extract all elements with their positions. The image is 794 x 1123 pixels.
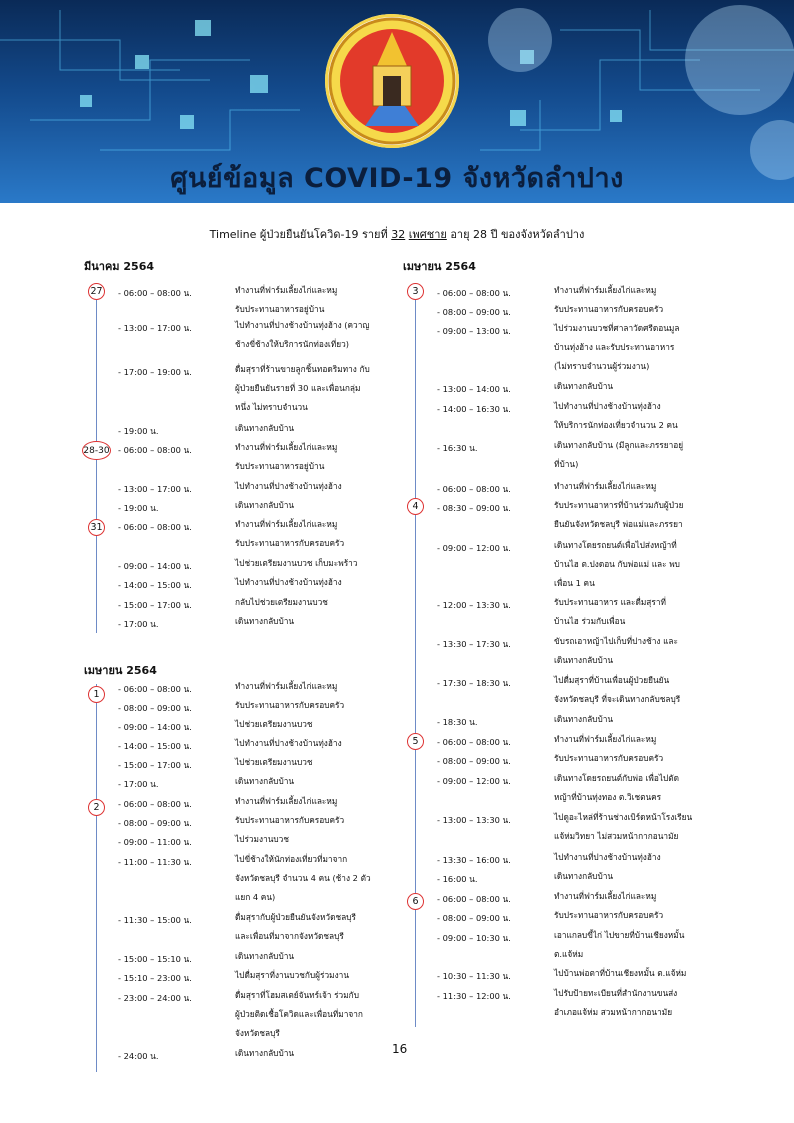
header-banner bbox=[0, 0, 794, 203]
entry-description: บ้านทุ่งฮ้าง และรับประทานอาหาร bbox=[554, 342, 675, 353]
entry-description: ไปทำงานที่ปางช้างบ้านทุ่งฮ้าง bbox=[235, 738, 342, 748]
day-marker: 1 bbox=[88, 686, 105, 703]
entry-description: รับประทานอาหาร และดื่มสุราที่ bbox=[554, 597, 666, 607]
entry-time: - 18:30 น. bbox=[437, 717, 478, 727]
entry-time: - 16:30 น. bbox=[437, 443, 478, 453]
entry-description: ไปรับป้ายทะเบียนที่สำนักงานขนส่ง bbox=[554, 988, 678, 998]
entry-time: - 06:00 – 08:00 น. bbox=[118, 445, 192, 455]
entry-time: - 12:00 – 13:30 น. bbox=[437, 600, 511, 610]
entry-description: ไปดื่มสุราที่บ้านเพื่อนผู้ป่วยยืนยัน bbox=[554, 675, 670, 685]
entry-description: ทำงานที่ฟาร์มเลี้ยงไก่และหมู bbox=[235, 442, 338, 452]
entry-description: ยืนยันจังหวัดชลบุรี พ่อแม่และภรรยา bbox=[554, 519, 683, 530]
entry-description: ไปช่วยเตรียมงานบวช bbox=[235, 757, 313, 767]
entry-description: จังหวัดชลบุรี จำนวน 4 คน (ช้าง 2 ตัว bbox=[235, 873, 371, 884]
entry-description: เดินทางกลับบ้าน bbox=[554, 714, 614, 724]
entry-description: (ไม่ทราบจำนวนผู้ร่วมงาน) bbox=[554, 361, 650, 372]
entry-description: ต.แจ้ห่ม bbox=[554, 949, 584, 960]
entry-time: - 15:00 – 17:00 น. bbox=[118, 600, 192, 610]
entry-time: - 17:00 – 19:00 น. bbox=[118, 367, 192, 377]
entry-description: เดินทางกลับบ้าน bbox=[235, 951, 295, 961]
entry-time: - 11:00 – 11:30 น. bbox=[118, 857, 192, 867]
entry-time: - 19:00 น. bbox=[118, 426, 159, 436]
entry-time: - 24:00 น. bbox=[118, 1051, 159, 1061]
entry-time: - 17:30 – 18:30 น. bbox=[437, 678, 511, 688]
entry-description: และเพื่อนที่มาจากจังหวัดชลบุรี bbox=[235, 931, 344, 942]
entry-time: - 13:00 – 17:00 น. bbox=[118, 484, 192, 494]
day-marker: 6 bbox=[407, 893, 424, 910]
day-marker: 27 bbox=[88, 283, 105, 300]
entry-description: ช้างขี่ช้างให้บริการนักท่องเที่ยว) bbox=[235, 339, 349, 350]
entry-description: ให้บริการนักท่องเที่ยวจำนวน 2 คน bbox=[554, 420, 678, 431]
document-title bbox=[0, 225, 794, 243]
entry-time: - 15:10 – 23:00 น. bbox=[118, 973, 192, 983]
entry-description: รับประทานอาหารอยู่บ้าน bbox=[235, 304, 325, 315]
entry-description: ไปทำงานที่ปางช้างบ้านทุ่งฮ้าง bbox=[235, 577, 342, 587]
entry-description: ไปดูอะไหล่ที่ร้านช่างเบิร์ดหน้าโรงเรียน bbox=[554, 812, 693, 822]
entry-time: - 08:00 – 09:00 น. bbox=[437, 756, 511, 766]
entry-description: หนึ่ง ไม่ทราบจำนวน bbox=[235, 402, 308, 413]
entry-time: - 13:30 – 16:00 น. bbox=[437, 855, 511, 865]
entry-time: - 17:00 น. bbox=[118, 779, 159, 789]
entry-description: ไปทำงานที่ปางช้างบ้านทุ่งฮ้าง bbox=[235, 481, 342, 491]
lampang-seal-icon bbox=[325, 14, 459, 148]
entry-time: - 06:00 – 08:00 น. bbox=[437, 737, 511, 747]
entry-time: - 09:00 – 12:00 น. bbox=[437, 776, 511, 786]
entry-description: เดินทางกลับบ้าน bbox=[554, 871, 614, 881]
entry-description: เดินทางโดยรถยนต์กับพ่อ เพื่อไปตัด bbox=[554, 773, 680, 783]
entry-time: - 06:00 – 08:00 น. bbox=[437, 484, 511, 494]
entry-time: - 13:00 – 13:30 น. bbox=[437, 815, 511, 825]
entry-description: ไปทำงานที่ปางช้างบ้านทุ่งฮ้าง bbox=[554, 401, 661, 411]
case-number: 32 bbox=[391, 228, 406, 241]
entry-description: อำเภอแจ้ห่ม สวมหน้ากากอนามัย bbox=[554, 1007, 673, 1018]
entry-description: ดื่มสุราที่โฮมสเตย์จันทร์เจ้า ร่วมกับ bbox=[235, 990, 359, 1000]
entry-time: - 09:00 – 11:00 น. bbox=[118, 837, 192, 847]
entry-time: - 09:00 – 12:00 น. bbox=[437, 543, 511, 553]
entry-description: เพื่อน 1 คน bbox=[554, 578, 595, 589]
entry-description: ที่บ้าน) bbox=[554, 459, 579, 470]
entry-description: รับประทานอาหารกับครอบครัว bbox=[235, 538, 345, 549]
entry-description: ผู้ป่วยติดเชื้อโควิดและเพื่อนที่มาจาก bbox=[235, 1009, 363, 1020]
entry-time: - 17:00 น. bbox=[118, 619, 159, 629]
entry-description: หญ้าที่บ้านทุ่งทอง ต.วิเชตนคร bbox=[554, 792, 662, 803]
entry-description: รับประทานอาหารกับครอบครัว bbox=[235, 815, 345, 825]
entry-time: - 14:00 – 16:30 น. bbox=[437, 404, 511, 414]
entry-time: - 14:00 – 15:00 น. bbox=[118, 580, 192, 590]
entry-time: - 11:30 – 15:00 น. bbox=[118, 915, 192, 925]
entry-description: ขับรถเอาหญ้าไปเก็บที่ปางช้าง และ bbox=[554, 636, 678, 646]
entry-time: - 06:00 – 08:00 น. bbox=[118, 684, 192, 694]
entry-description: ไปร่วมงานบวช bbox=[235, 834, 289, 844]
title-prefix: Timeline ผู้ป่วยยืนยันโควิด-19 รายที่ bbox=[209, 228, 388, 241]
entry-time: - 15:00 – 17:00 น. bbox=[118, 760, 192, 770]
entry-time: - 08:00 – 09:00 น. bbox=[118, 703, 192, 713]
entry-time: - 06:00 – 08:00 น. bbox=[437, 894, 511, 904]
entry-description: จังหวัดชลบุรี ที่จะเดินทางกลับชลบุรี bbox=[554, 694, 681, 705]
entry-description: เดินทางกลับบ้าน (มีลูกและภรรยาอยู่ bbox=[554, 440, 684, 450]
entry-time: - 13:30 – 17:30 น. bbox=[437, 639, 511, 649]
entry-description: ทำงานที่ฟาร์มเลี้ยงไก่และหมู bbox=[554, 891, 657, 901]
entry-time: - 14:00 – 15:00 น. bbox=[118, 741, 192, 751]
entry-description: ไปบ้านพ่อตาที่บ้านเชียงหมั้น ต.แจ้ห่ม bbox=[554, 968, 687, 978]
day-marker: 2 bbox=[88, 799, 105, 816]
entry-description: จังหวัดชลบุรี bbox=[235, 1028, 280, 1039]
entry-description: ดื่มสุราที่ร้านขายลูกชิ้นทอดริมทาง กับ bbox=[235, 364, 370, 374]
entry-time: - 06:00 – 08:00 น. bbox=[118, 799, 192, 809]
entry-description: ไปช่วยเตรียมงานบวช bbox=[235, 719, 313, 729]
timeline-line-april bbox=[96, 684, 97, 1072]
entry-description: ผู้ป่วยยืนยันรายที่ 30 และเพื่อนกลุ่ม bbox=[235, 383, 361, 394]
entry-description: เดินทางกลับบ้าน bbox=[235, 423, 295, 433]
entry-description: ทำงานที่ฟาร์มเลี้ยงไก่และหมู bbox=[554, 734, 657, 744]
month-heading-april-right: เมษายน 2564 bbox=[403, 260, 476, 273]
banner-title: ศูนย์ข้อมูล COVID-19 จังหวัดลำปาง bbox=[170, 163, 624, 194]
entry-time: - 08:30 – 09:00 น. bbox=[437, 503, 511, 513]
entry-time: - 19:00 น. bbox=[118, 503, 159, 513]
title-suffix: อายุ 28 ปี ของจังหวัดลำปาง bbox=[450, 228, 585, 241]
entry-time: - 08:00 – 09:00 น. bbox=[118, 818, 192, 828]
entry-description: ไปทำงานที่ปางช้างบ้านทุ่งฮ้าง (ควาญ bbox=[235, 320, 370, 330]
entry-description: รับประทานอาหารกับครอบครัว bbox=[554, 304, 664, 314]
day-marker: 31 bbox=[88, 519, 105, 536]
entry-description: ทำงานที่ฟาร์มเลี้ยงไก่และหมู bbox=[554, 481, 657, 491]
entry-description: แจ้ห่มวิทยา ไม่สวมหน้ากากอนามัย bbox=[554, 831, 679, 842]
entry-time: - 06:00 – 08:00 น. bbox=[118, 288, 192, 298]
patient-sex: เพศชาย bbox=[408, 228, 447, 241]
entry-description: เดินทางกลับบ้าน bbox=[235, 500, 295, 510]
entry-description: ทำงานที่ฟาร์มเลี้ยงไก่และหมู bbox=[235, 285, 338, 295]
entry-time: - 16:00 น. bbox=[437, 874, 478, 884]
entry-description: ไปขี่ช้างให้นักท่องเที่ยวที่มาจาก bbox=[235, 854, 348, 864]
entry-time: - 06:00 – 08:00 น. bbox=[118, 522, 192, 532]
entry-time: - 11:30 – 12:00 น. bbox=[437, 991, 511, 1001]
entry-description: ไปร่วมงานบวชที่ศาลาวัดศรีดอนมูล bbox=[554, 323, 680, 333]
entry-description: ทำงานที่ฟาร์มเลี้ยงไก่และหมู bbox=[235, 796, 338, 806]
entry-time: - 09:00 – 14:00 น. bbox=[118, 722, 192, 732]
entry-description: บ้านไฮ ร่วมกับเพื่อน bbox=[554, 616, 626, 627]
entry-description: ไปช่วยเตรียมงานบวช เก็บมะพร้าว bbox=[235, 558, 358, 568]
entry-time: - 15:00 – 15:10 น. bbox=[118, 954, 192, 964]
entry-time: - 09:00 – 13:00 น. bbox=[437, 326, 511, 336]
entry-description: ทำงานที่ฟาร์มเลี้ยงไก่และหมู bbox=[554, 285, 657, 295]
page-number: 16 bbox=[392, 1042, 408, 1056]
entry-description: ไปทำงานที่ปางช้างบ้านทุ่งฮ้าง bbox=[554, 852, 661, 862]
timeline-line-april-right bbox=[415, 283, 416, 1027]
entry-time: - 13:00 – 14:00 น. bbox=[437, 384, 511, 394]
entry-time: - 09:00 – 14:00 น. bbox=[118, 561, 192, 571]
entry-description: ทำงานที่ฟาร์มเลี้ยงไก่และหมู bbox=[235, 681, 338, 691]
day-marker: 3 bbox=[407, 283, 424, 300]
entry-description: เดินทางกลับบ้าน bbox=[235, 616, 295, 626]
entry-description: รับประทานอาหารกับครอบครัว bbox=[554, 753, 664, 763]
entry-description: ไปดื่มสุราที่งานบวชกับผู้ร่วมงาน bbox=[235, 970, 350, 980]
entry-description: เดินทางโดยรถยนต์เพื่อไปส่งหญ้าที่ bbox=[554, 540, 677, 550]
entry-description: รับประทานอาหารที่บ้านร่วมกับผู้ป่วย bbox=[554, 500, 684, 510]
month-heading-march: มีนาคม 2564 bbox=[84, 260, 155, 273]
entry-description: กลับไปช่วยเตรียมงานบวช bbox=[235, 597, 328, 607]
entry-description: เดินทางกลับบ้าน bbox=[235, 776, 295, 786]
entry-time: - 06:00 – 08:00 น. bbox=[437, 288, 511, 298]
day-marker: 4 bbox=[407, 498, 424, 515]
day-marker: 5 bbox=[407, 733, 424, 750]
entry-time: - 09:00 – 10:30 น. bbox=[437, 933, 511, 943]
entry-description: ดื่มสุรากับผู้ป่วยยืนยันจังหวัดชลบุรี bbox=[235, 912, 356, 922]
entry-time: - 08:00 – 09:00 น. bbox=[437, 307, 511, 317]
entry-description: รับประทานอาหารกับครอบครัว bbox=[554, 910, 664, 920]
entry-time: - 08:00 – 09:00 น. bbox=[437, 913, 511, 923]
entry-time: - 23:00 – 24:00 น. bbox=[118, 993, 192, 1003]
entry-description: เดินทางกลับบ้าน bbox=[235, 1048, 295, 1058]
entry-time: - 13:00 – 17:00 น. bbox=[118, 323, 192, 333]
entry-description: แยก 4 คน) bbox=[235, 892, 276, 903]
entry-description: เดินทางกลับบ้าน bbox=[554, 655, 614, 666]
day-marker: 28-30 bbox=[82, 441, 111, 460]
entry-description: เดินทางกลับบ้าน bbox=[554, 381, 614, 391]
entry-description: ทำงานที่ฟาร์มเลี้ยงไก่และหมู bbox=[235, 519, 338, 529]
entry-description: เอาแกลบขี้ไก่ ไปขายที่บ้านเชียงหมั้น bbox=[554, 930, 685, 940]
entry-description: รับประทานอาหารกับครอบครัว bbox=[235, 700, 345, 710]
entry-description: บ้านไฮ ต.ปงดอน กับพ่อแม่ และ พบ bbox=[554, 559, 680, 570]
entry-time: - 10:30 – 11:30 น. bbox=[437, 971, 511, 981]
month-heading-april: เมษายน 2564 bbox=[84, 664, 157, 677]
entry-description: รับประทานอาหารอยู่บ้าน bbox=[235, 461, 325, 472]
